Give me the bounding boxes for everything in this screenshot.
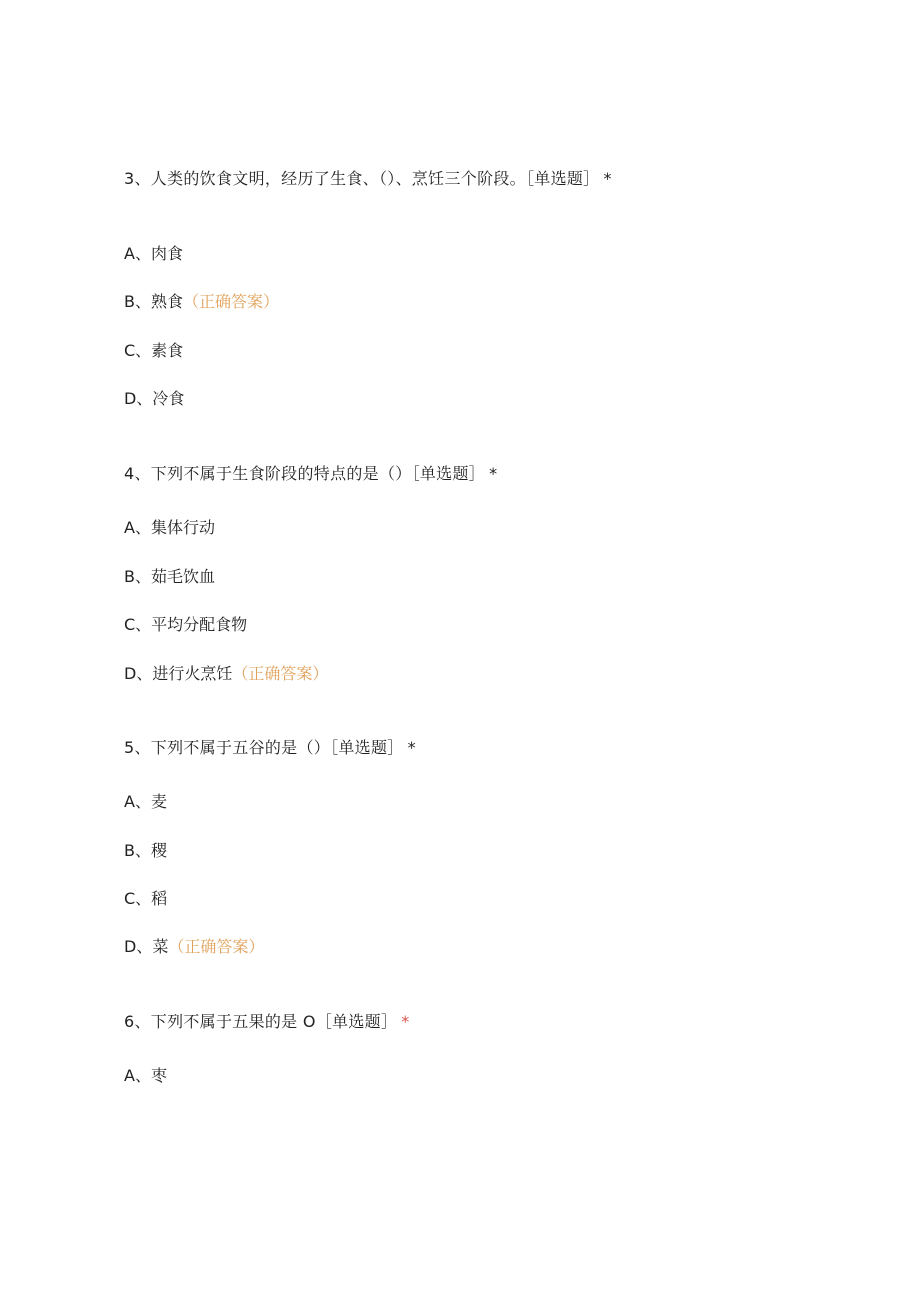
question-6-title: 6、下列不属于五果的是 O［单选题］: [124, 1012, 398, 1031]
question-5: [124, 737, 634, 956]
required-star: *: [401, 1012, 410, 1031]
option-4b[interactable]: [124, 566, 215, 588]
required-star: *: [407, 738, 416, 757]
required-star: *: [603, 169, 612, 188]
correct-answer-note: （正确答案）: [168, 937, 265, 956]
correct-answer-note: （正确答案）: [182, 292, 279, 311]
required-star: *: [489, 464, 498, 483]
option-label: C、素食: [124, 341, 184, 360]
question-5-text: [124, 737, 634, 759]
option-label: A、肉食: [124, 244, 183, 263]
option-label: B、熟食: [124, 292, 183, 311]
option-label: A、枣: [124, 1066, 167, 1085]
option-5b[interactable]: [124, 840, 167, 862]
option-label: B、稷: [124, 841, 167, 860]
option-4d[interactable]: [124, 663, 328, 685]
option-3d[interactable]: [124, 388, 184, 410]
question-4: [124, 463, 634, 683]
question-6-text: [124, 1011, 634, 1033]
option-3a[interactable]: [124, 243, 183, 265]
option-5d[interactable]: [124, 936, 264, 958]
option-label: D、菜: [124, 937, 169, 956]
option-5c[interactable]: [124, 888, 167, 910]
option-5a[interactable]: [124, 791, 167, 813]
question-4-title: 4、下列不属于生食阶段的特点的是（）［单选题］: [124, 464, 486, 483]
option-label: A、麦: [124, 792, 167, 811]
option-3b[interactable]: [124, 291, 279, 313]
question-5-title: 5、下列不属于五谷的是（）［单选题］: [124, 738, 404, 757]
option-label: A、集体行动: [124, 518, 215, 537]
option-6a[interactable]: [124, 1065, 167, 1087]
option-label: B、茹毛饮血: [124, 567, 215, 586]
option-label: C、稻: [124, 889, 168, 908]
question-4-text: [124, 463, 634, 485]
question-3: [124, 168, 634, 408]
option-4a[interactable]: [124, 517, 215, 539]
question-6: [124, 1011, 634, 1085]
option-3c[interactable]: [124, 340, 183, 362]
option-label: D、冷食: [124, 389, 185, 408]
option-label: D、进行火烹饪: [124, 664, 233, 683]
option-label: C、平均分配食物: [124, 615, 248, 634]
question-3-text: [124, 168, 634, 190]
correct-answer-note: （正确答案）: [232, 664, 329, 683]
option-4c[interactable]: [124, 614, 247, 636]
question-3-title: 3、人类的饮食文明，经历了生食、（）、烹饪三个阶段。［单选题］: [124, 169, 600, 188]
